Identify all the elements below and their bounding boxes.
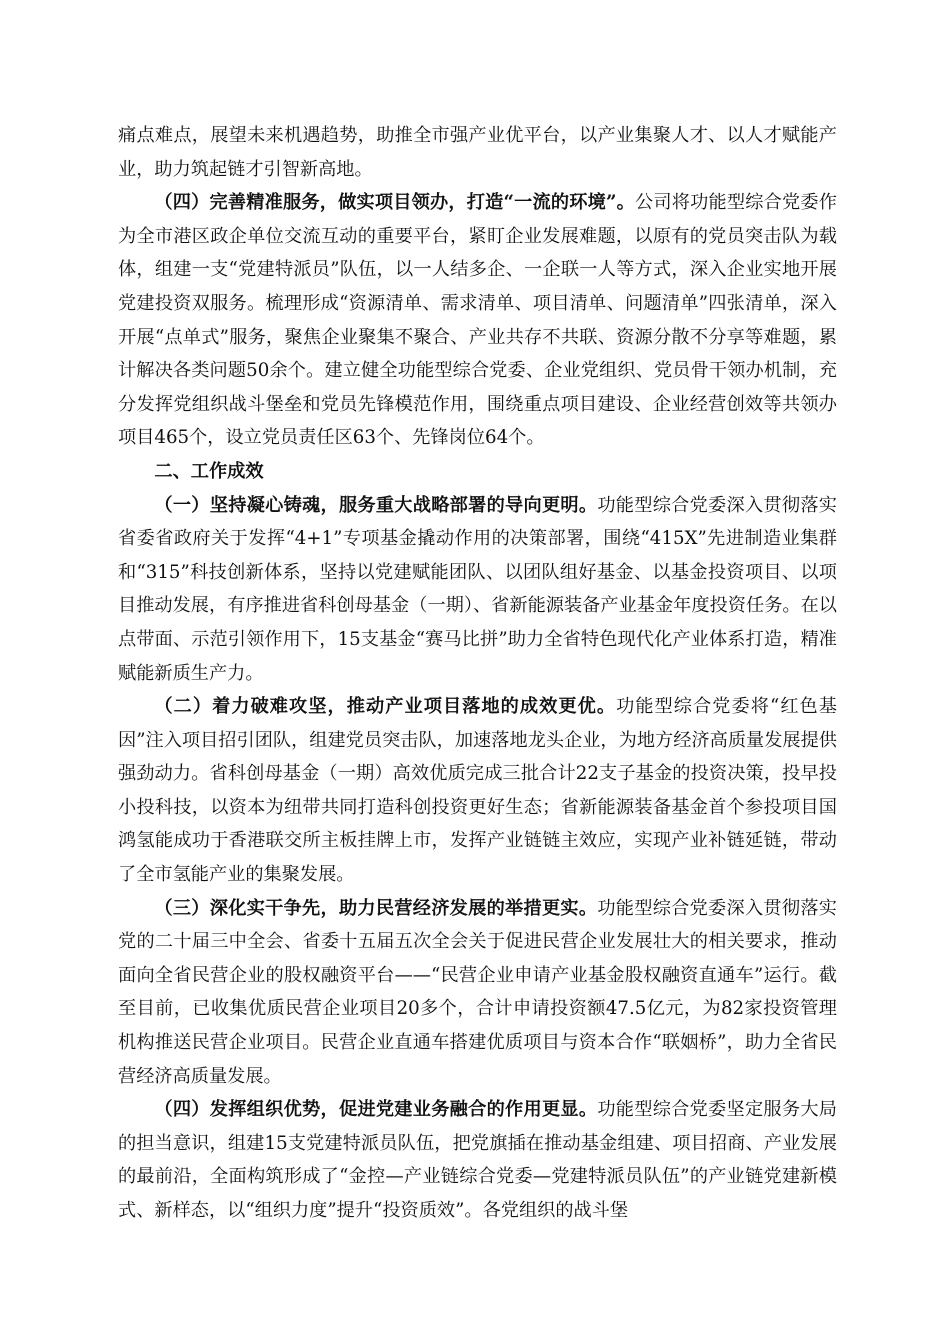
- paragraph-body: 功能型综合党委深入贯彻落实省委省政府关于发挥“4+1”专项基金撬动作用的决策部署，围绕“415X”先进制造业集群和“315”科技创新体系，坚持以党建赋能团队、以团队组好基金、以基金投资项目、以项目推动发展，有序推进省科创母基金（一期）、省新能源装备产业基金年度投资任务。在以点带面、示范引领作用下，15支基金“赛马比拼”助力全省特色现代化产业体系打造，精准赋能新质生产力。: [118, 494, 837, 684]
- paragraph-lead: （二）着力破难攻坚，推动产业项目落地的成效更优。: [154, 696, 617, 718]
- paragraph-lead: （四）完善精准服务，做实项目领办，打造“一流的环境”。: [154, 192, 636, 214]
- paragraph-result-4: [118, 1093, 837, 1227]
- continuation-paragraph: [118, 119, 837, 186]
- paragraph-result-1: [118, 489, 837, 691]
- document-body: [118, 119, 837, 1228]
- paragraph-body: 功能型综合党委坚定服务大局的担当意识，组建15支党建特派员队伍，把党旗插在推动基金组建、项目招商、产业发展的最前沿，全面构筑形成了“金控—产业链综合党委—党建特派员队伍”的产业链党建新模式、新样态，以“组织力度”提升“投资质效”。各党组织的战斗堡: [118, 1099, 837, 1221]
- paragraph-body: 功能型综合党委将“红色基因”注入项目招引团队，组建党员突击队，加速落地龙头企业，为地方经济高质量发展提供强劲动力。省科创母基金（一期）高效优质完成三批合计22支子基金的投资决策，投早投小投科技，以资本为纽带共同打造科创投资更好生态；省新能源装备基金首个参投项目国鸿氢能成功于香港联交所主板挂牌上市，发挥产业链链主效应，实现产业补链延链，带动了全市氢能产业的集聚发展。: [118, 696, 837, 886]
- paragraph-lead: （三）深化实干争先，助力民营经济发展的举措更实。: [154, 897, 598, 919]
- paragraph-service: [118, 186, 837, 455]
- paragraph-lead: （一）坚持凝心铸魂，服务重大战略部署的导向更明。: [154, 494, 598, 516]
- paragraph-result-2: [118, 690, 837, 892]
- continuation-text: 痛点难点，展望未来机遇趋势，助推全市强产业优平台，以产业集聚人才、以人才赋能产业，助力筑起链才引智新高地。: [118, 125, 837, 180]
- paragraph-lead: （四）发挥组织优势，促进党建业务融合的作用更显。: [154, 1099, 598, 1121]
- section-heading-results: 二、工作成效: [154, 460, 264, 482]
- paragraph-result-3: [118, 892, 837, 1094]
- paragraph-body: 公司将功能型综合党委作为全市港区政企单位交流互动的重要平台，紧盯企业发展难题，以原有的党员突击队为载体，组建一支“党建特派员”队伍，以一人结多企、一企联一人等方式，深入企业实地开展党建投资双服务。梳理形成“资源清单、需求清单、项目清单、问题清单”四张清单，深入开展“点单式”服务，聚焦企业聚集不聚合、产业共存不共联、资源分散不分享等难题，累计解决各类问题50余个。建立健全功能型综合党委、企业党组织、党员骨干领办机制，充分发挥党组织战斗堡垒和党员先锋模范作用，围绕重点项目建设、企业经营创效等共领办项目465个，设立党员责任区63个、先锋岗位64个。: [118, 192, 837, 449]
- paragraph-body: 功能型综合党委深入贯彻落实党的二十届三中全会、省委十五届五次全会关于促进民营企业发展壮大的相关要求，推动面向全省民营企业的股权融资平台——“民营企业申请产业基金股权融资直通车”运行。截至目前，已收集优质民营企业项目20多个，合计申请投资额47.5亿元，为82家投资管理机构推送民营企业项目。民营企业直通车搭建优质项目与资本合作“联姻桥”，助力全省民营经济高质量发展。: [118, 897, 837, 1087]
